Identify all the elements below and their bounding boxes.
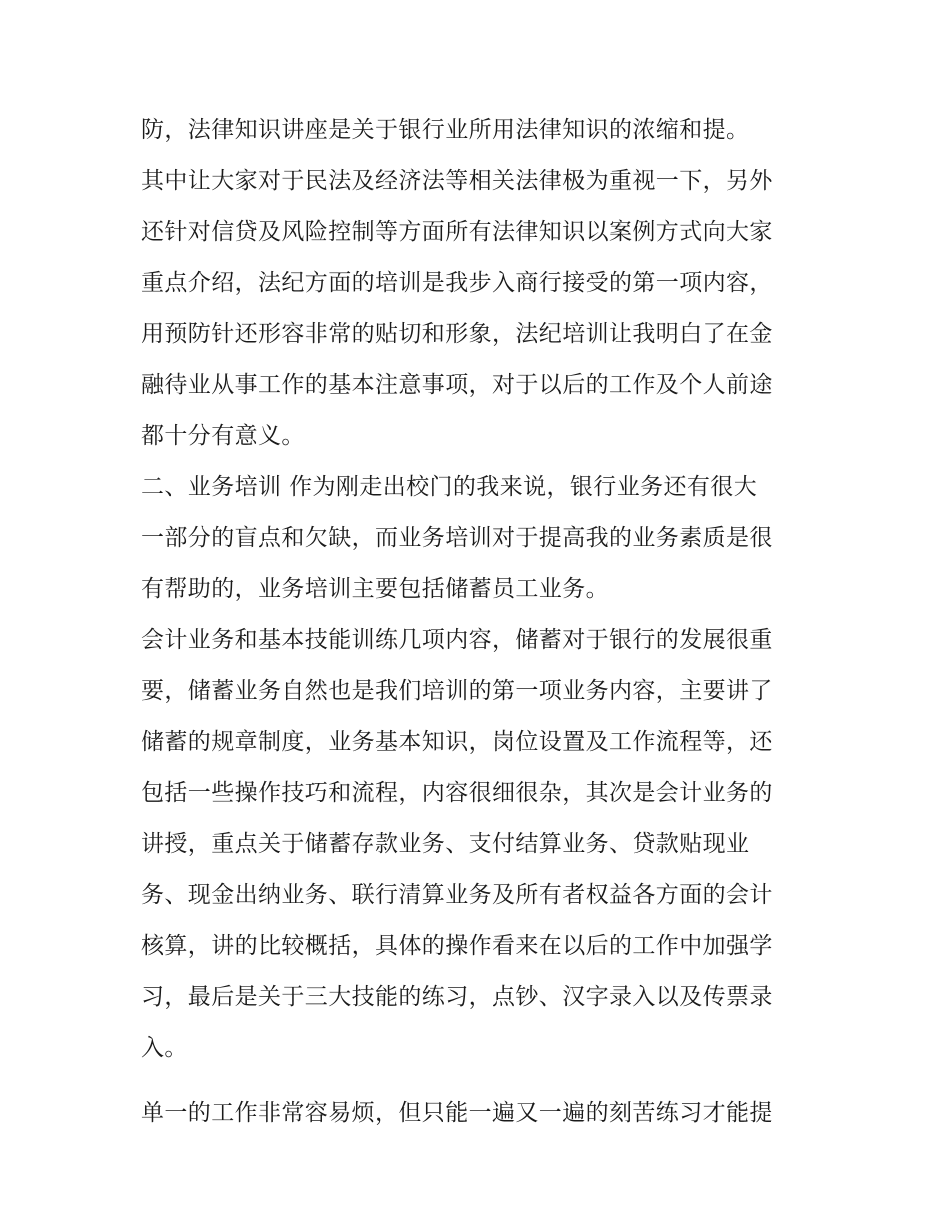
text-line: 二、业务培训 作为刚走出校门的我来说，银行业务还有很大 xyxy=(141,474,758,500)
text-line: 要，储蓄业务自然也是我们培训的第一项业务内容，主要讲了 xyxy=(141,678,773,704)
text-line: 重点介绍，法纪方面的培训是我步入商行接受的第一项内容， xyxy=(141,270,773,296)
text-line: 融待业从事工作的基本注意事项，对于以后的工作及个人前途 xyxy=(141,372,773,398)
paragraph-gap xyxy=(141,1074,821,1088)
text-line: 一部分的盲点和欠缺，而业务培训对于提高我的业务素质是很 xyxy=(141,525,773,551)
text-line: 还针对信贷及风险控制等方面所有法律知识以案例方式向大家 xyxy=(141,219,773,245)
text-line: 储蓄的规章制度，业务基本知识，岗位设置及工作流程等，还 xyxy=(141,729,773,755)
text-line: 包括一些操作技巧和流程，内容很细很杂，其次是会计业务的 xyxy=(141,780,773,806)
text-line: 用预防针还形容非常的贴切和形象，法纪培训让我明白了在金 xyxy=(141,321,773,347)
text-line: 务、现金出纳业务、联行清算业务及所有者权益各方面的会计 xyxy=(141,882,773,908)
text-line: 习，最后是关于三大技能的练习，点钞、汉字录入以及传票录 xyxy=(141,984,773,1010)
text-line: 防，法律知识讲座是关于银行业所用法律知识的浓缩和提。 xyxy=(141,117,750,143)
text-line: 单一的工作非常容易烦，但只能一遍又一遍的刻苦练习才能提 xyxy=(141,1100,773,1126)
text-line: 会计业务和基本技能训练几项内容，储蓄对于银行的发展很重 xyxy=(141,627,773,653)
text-line: 入。 xyxy=(141,1035,188,1061)
text-line: 讲授，重点关于储蓄存款业务、支付结算业务、贷款贴现业 xyxy=(141,831,750,857)
text-line: 核算，讲的比较概括，具体的操作看来在以后的工作中加强学 xyxy=(141,933,773,959)
text-line: 其中让大家对于民法及经济法等相关法律极为重视一下，另外 xyxy=(141,168,773,194)
document-body xyxy=(141,105,821,1139)
text-line: 有帮助的，业务培训主要包括储蓄员工业务。 xyxy=(141,576,609,602)
text-line: 都十分有意义。 xyxy=(141,423,305,449)
